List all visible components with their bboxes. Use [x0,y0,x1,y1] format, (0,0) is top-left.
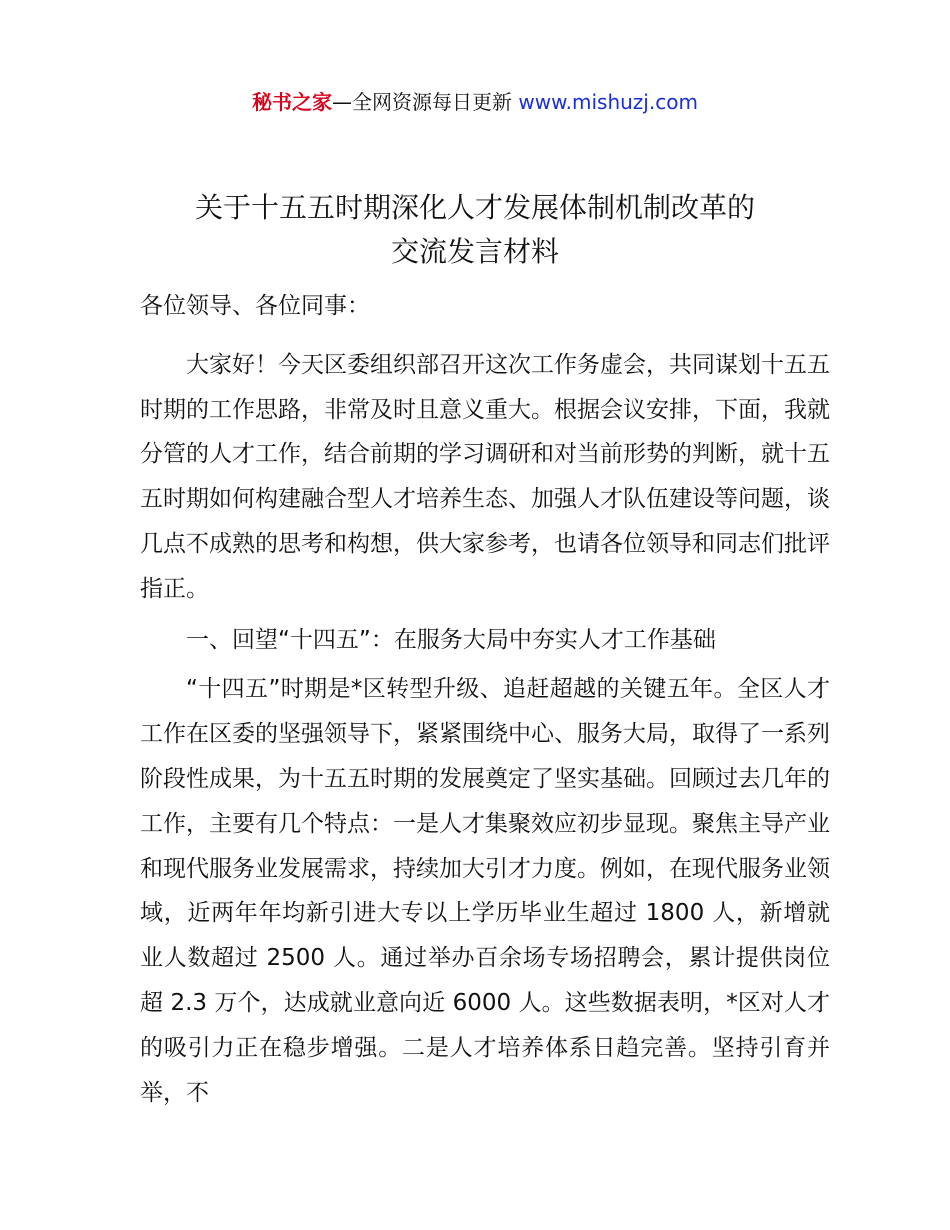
title-line-1: 关于十五五时期深化人才发展体制机制改革的 [194,191,755,224]
title-line-2: 交流发言材料 [390,235,559,268]
site-brand: 秘书之家 [252,90,333,114]
document-title [100,186,850,274]
document-body [140,284,830,1115]
site-header [0,88,950,116]
salutation: 各位领导、各位同事： [140,293,370,319]
section-heading-1: 一、回望“十四五”：在服务大局中夯实人才工作基础 [186,626,716,653]
site-tagline: —全网资源每日更新 [332,90,513,114]
paragraph-review: “十四五”时期是*区转型升级、追赶超越的关键五年。全区人才工作在区委的坚强领导下，紧紧围绕中心、服务大局，取得了一系列阶段性成果，为十五五时期的发展奠定了坚实基础。回顾过去几年的工作，主要有几个特点：一是人才集聚效应初步显现。聚焦主导产业和现代服务业发展需求，持续加大引才力度。例如，在现代服务业领域，近两年年均新引进大专以上学历毕业生超过 1800 人，新增就业人数超过 2500 人。通过举办百余场专场招聘会，累计提供岗位超 2.3 万个，达成就业意向近 6000 人。这些数据表明，*区对人才的吸引力正在稳步增强。二是人才培养体系日趋完善。坚持引育并举，不 [140,676,830,1106]
paragraph-intro: 大家好！今天区委组织部召开这次工作务虚会，共同谋划十五五时期的工作思路，非常及时且意义重大。根据会议安排，下面，我就分管的人才工作，结合前期的学习调研和对当前形势的判断，就十五五时期如何构建融合型人才培养生态、加强人才队伍建设等问题，谈几点不成熟的思考和构想，供大家参考，也请各位领导和同志们批评指正。 [140,351,830,602]
site-url-link[interactable]: www.mishuzj.com [518,90,698,114]
